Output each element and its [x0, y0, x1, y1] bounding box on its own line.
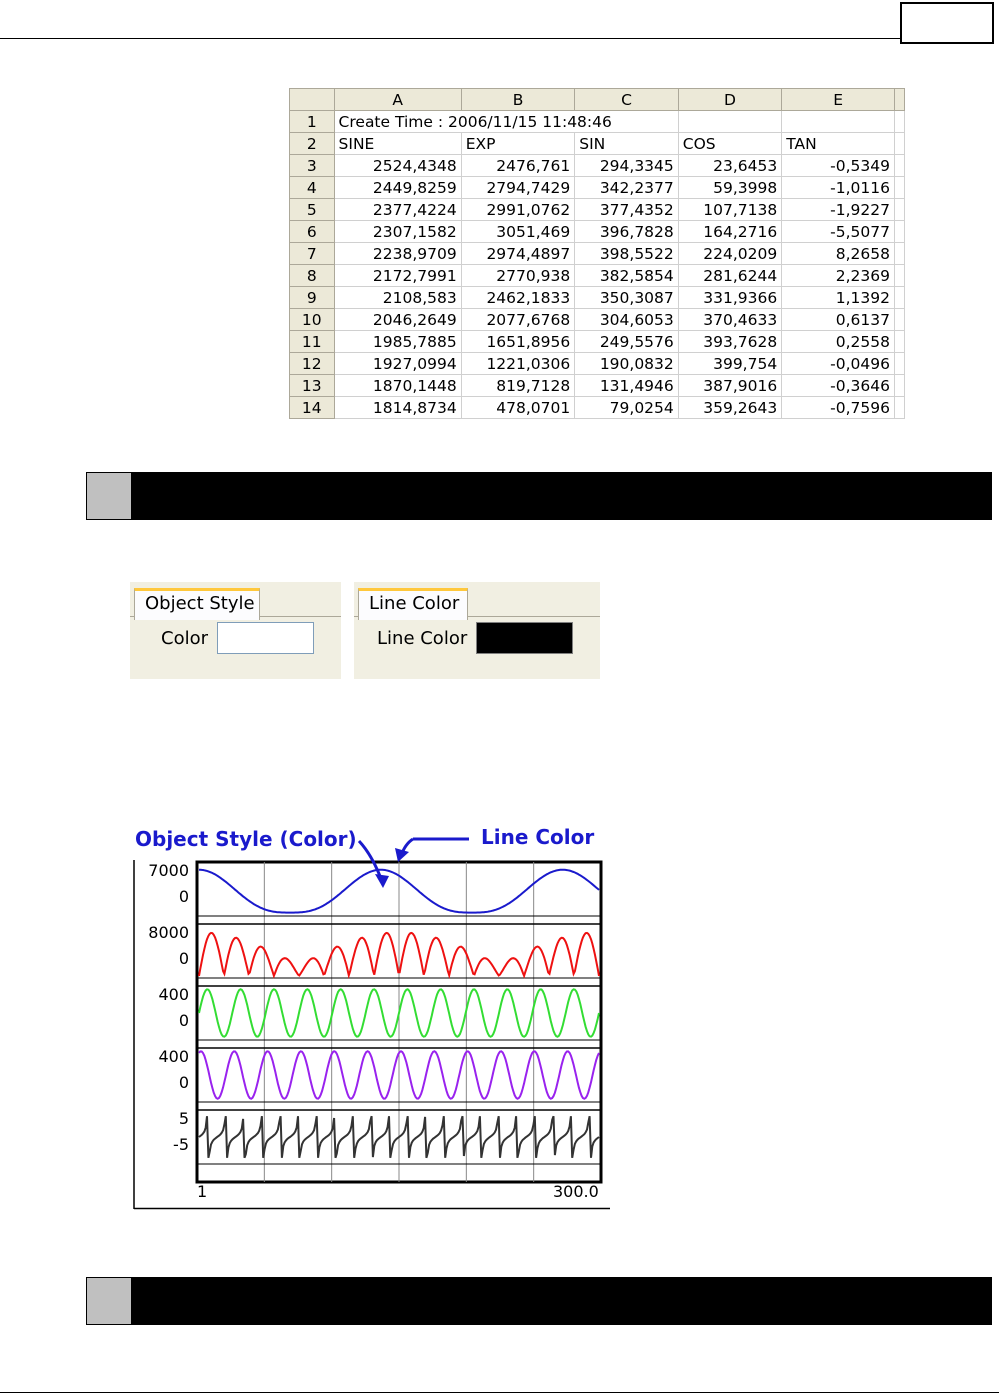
tab-line-color[interactable]: Line Color [358, 588, 468, 620]
row-header[interactable]: 3 [290, 155, 335, 177]
table-row [290, 221, 905, 243]
row-header[interactable]: 6 [290, 221, 335, 243]
column-header-b[interactable]: B [461, 89, 575, 111]
table-cell[interactable]: 398,5522 [575, 243, 679, 265]
table-cell[interactable]: -0,0496 [782, 353, 895, 375]
row-header[interactable]: 7 [290, 243, 335, 265]
table-cell[interactable] [894, 133, 904, 155]
table-row [290, 199, 905, 221]
spreadsheet-table [289, 88, 905, 419]
column-header-f[interactable] [894, 89, 904, 111]
table-row [290, 375, 905, 397]
table-cell[interactable]: 2307,1582 [334, 221, 461, 243]
table-cell[interactable]: -1,0116 [782, 177, 895, 199]
table-cell[interactable]: 2377,4224 [334, 199, 461, 221]
chart-svg [133, 826, 610, 1210]
table-row [290, 309, 905, 331]
annotation-object-style: Object Style (Color) [135, 827, 357, 851]
table-row [290, 397, 905, 419]
table-cell[interactable]: 387,9016 [678, 375, 781, 397]
table-cell[interactable]: 2046,2649 [334, 309, 461, 331]
table-cell[interactable]: 370,4633 [678, 309, 781, 331]
x-axis-end-label: 300.0 [553, 1182, 599, 1201]
table-cell[interactable] [894, 309, 904, 331]
section-marker [87, 1278, 132, 1324]
table-cell[interactable]: 2108,583 [334, 287, 461, 309]
table-cell[interactable]: 2974,4897 [461, 243, 575, 265]
column-title-cell[interactable]: COS [678, 133, 781, 155]
table-cell[interactable]: 8,2658 [782, 243, 895, 265]
table-cell[interactable]: 281,6244 [678, 265, 781, 287]
table-cell[interactable]: 1221,0306 [461, 353, 575, 375]
table-cell[interactable]: 2476,761 [461, 155, 575, 177]
table-cell[interactable]: 224,0209 [678, 243, 781, 265]
table-row [290, 265, 905, 287]
x-axis-start-label: 1 [197, 1182, 208, 1201]
table-cell[interactable]: -0,5349 [782, 155, 895, 177]
column-header-d[interactable]: D [678, 89, 781, 111]
table-cell[interactable]: 399,754 [678, 353, 781, 375]
y-tick-bottom-sin: 0 [178, 1011, 189, 1030]
table-cell[interactable]: 249,5576 [575, 331, 679, 353]
table-row [290, 243, 905, 265]
table-cell[interactable]: 1870,1448 [334, 375, 461, 397]
line-color-label: Line Color [377, 628, 468, 649]
table-cell[interactable]: 377,4352 [575, 199, 679, 221]
table-cell[interactable]: 2524,4348 [334, 155, 461, 177]
line-color-swatch-button[interactable] [476, 622, 573, 654]
table-cell[interactable]: 0,6137 [782, 309, 895, 331]
table-cell[interactable]: 59,3998 [678, 177, 781, 199]
table-cell[interactable]: 2238,9709 [334, 243, 461, 265]
table-cell[interactable]: 79,0254 [575, 397, 679, 419]
table-cell[interactable] [894, 243, 904, 265]
row-header[interactable]: 8 [290, 265, 335, 287]
table-cell[interactable]: 342,2377 [575, 177, 679, 199]
table-cell[interactable]: 131,4946 [575, 375, 679, 397]
table-cell[interactable]: 1651,8956 [461, 331, 575, 353]
table-cell[interactable] [678, 111, 781, 133]
table-cell[interactable]: 3051,469 [461, 221, 575, 243]
table-row [290, 155, 905, 177]
tab-object-style[interactable]: Object Style [134, 588, 260, 620]
y-tick-bottom-exp: 0 [178, 949, 189, 968]
table-cell[interactable]: 2991,0762 [461, 199, 575, 221]
table-row [290, 111, 905, 133]
table-cell[interactable] [894, 221, 904, 243]
color-swatch-button[interactable] [217, 622, 314, 654]
row-header[interactable]: 9 [290, 287, 335, 309]
table-cell[interactable]: 190,0832 [575, 353, 679, 375]
table-cell[interactable]: 164,2716 [678, 221, 781, 243]
table-cell[interactable]: 294,3345 [575, 155, 679, 177]
table-row [290, 331, 905, 353]
y-tick-top-sin: 400 [158, 985, 189, 1004]
y-tick-top-exp: 8000 [148, 923, 189, 942]
table-cell[interactable]: 1927,0994 [334, 353, 461, 375]
table-cell[interactable]: 350,3087 [575, 287, 679, 309]
table-cell[interactable]: 2449,8259 [334, 177, 461, 199]
table-cell[interactable]: 382,5854 [575, 265, 679, 287]
sheet-corner[interactable] [290, 89, 335, 111]
table-cell[interactable] [894, 155, 904, 177]
row-header[interactable]: 2 [290, 133, 335, 155]
table-row [290, 353, 905, 375]
annotation-line-color: Line Color [481, 825, 595, 849]
table-cell[interactable]: 2,2369 [782, 265, 895, 287]
table-cell[interactable]: 359,2643 [678, 397, 781, 419]
page-number-box [900, 2, 994, 44]
table-cell[interactable]: 1,1392 [782, 287, 895, 309]
table-cell[interactable]: 107,7138 [678, 199, 781, 221]
table-cell[interactable]: 2794,7429 [461, 177, 575, 199]
table-cell[interactable] [894, 353, 904, 375]
table-row [290, 287, 905, 309]
table-cell[interactable]: 1985,7885 [334, 331, 461, 353]
table-cell[interactable]: 2462,1833 [461, 287, 575, 309]
row-header[interactable]: 12 [290, 353, 335, 375]
column-title-cell[interactable]: SINE [334, 133, 461, 155]
table-row [290, 177, 905, 199]
table-cell[interactable]: -0,3646 [782, 375, 895, 397]
column-title-cell[interactable]: EXP [461, 133, 575, 155]
column-header-a[interactable]: A [334, 89, 461, 111]
color-label: Color [161, 628, 208, 649]
y-tick-bottom-tan: -5 [173, 1135, 189, 1154]
table-cell[interactable] [894, 397, 904, 419]
table-cell[interactable] [894, 375, 904, 397]
section-header-bar [86, 472, 992, 520]
table-cell[interactable]: 2770,938 [461, 265, 575, 287]
table-cell[interactable] [894, 177, 904, 199]
y-tick-bottom-sine: 0 [178, 887, 189, 906]
create-time-cell[interactable]: Create Time : 2006/11/15 11:48:46 [334, 111, 678, 133]
row-header[interactable]: 1 [290, 111, 335, 133]
row-header[interactable]: 11 [290, 331, 335, 353]
y-tick-bottom-cos: 0 [178, 1073, 189, 1092]
table-cell[interactable] [894, 331, 904, 353]
table-cell[interactable]: 0,2558 [782, 331, 895, 353]
table-cell[interactable]: 304,6053 [575, 309, 679, 331]
row-header[interactable]: 14 [290, 397, 335, 419]
table-cell[interactable] [894, 111, 904, 133]
table-cell[interactable]: 819,7128 [461, 375, 575, 397]
column-header-c[interactable]: C [575, 89, 679, 111]
object-style-panel [130, 582, 341, 679]
table-cell[interactable] [894, 265, 904, 287]
header-rule [0, 38, 900, 39]
section-marker [87, 473, 132, 519]
table-cell[interactable] [894, 287, 904, 309]
table-cell[interactable]: 478,0701 [461, 397, 575, 419]
table-row [290, 133, 905, 155]
row-header[interactable]: 4 [290, 177, 335, 199]
table-cell[interactable]: 331,9366 [678, 287, 781, 309]
table-cell[interactable]: 2077,6768 [461, 309, 575, 331]
row-header[interactable]: 5 [290, 199, 335, 221]
spreadsheet [289, 88, 905, 417]
table-cell[interactable]: 2172,7991 [334, 265, 461, 287]
column-title-cell[interactable]: TAN [782, 133, 895, 155]
row-header[interactable]: 13 [290, 375, 335, 397]
y-tick-top-cos: 400 [158, 1047, 189, 1066]
table-cell[interactable] [782, 111, 895, 133]
multi-panel-line-chart [133, 826, 610, 1210]
section-header-bar [86, 1277, 992, 1325]
row-header[interactable]: 10 [290, 309, 335, 331]
y-tick-top-sine: 7000 [148, 861, 189, 880]
table-cell[interactable]: -0,7596 [782, 397, 895, 419]
table-cell[interactable] [894, 199, 904, 221]
column-header-e[interactable]: E [782, 89, 895, 111]
column-title-cell[interactable]: SIN [575, 133, 679, 155]
line-color-panel [354, 582, 600, 679]
y-tick-top-tan: 5 [178, 1109, 189, 1128]
table-cell[interactable]: 393,7628 [678, 331, 781, 353]
footer-rule [0, 1392, 999, 1393]
table-cell[interactable]: -5,5077 [782, 221, 895, 243]
table-cell[interactable]: 1814,8734 [334, 397, 461, 419]
table-cell[interactable]: 23,6453 [678, 155, 781, 177]
table-cell[interactable]: -1,9227 [782, 199, 895, 221]
table-cell[interactable]: 396,7828 [575, 221, 679, 243]
